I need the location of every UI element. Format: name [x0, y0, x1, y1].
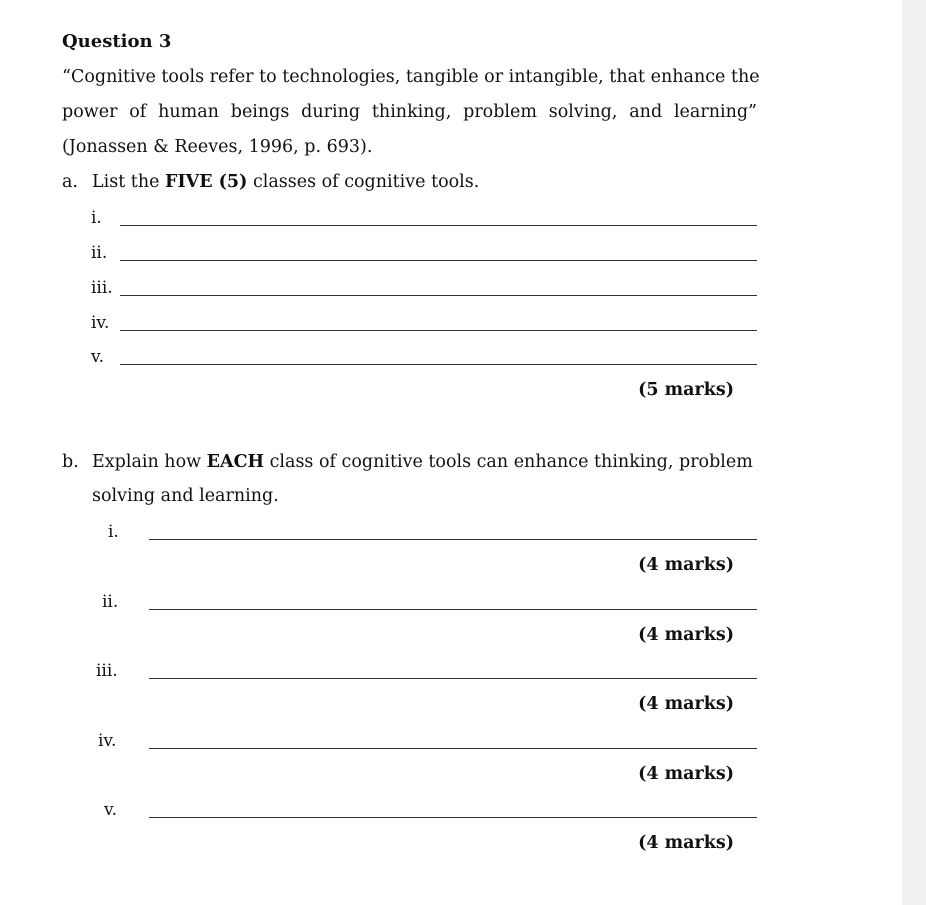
part-a-item-3-numeral: iii.	[91, 278, 113, 298]
part-a-item-1-numeral: i.	[91, 208, 102, 228]
quote-line-1: “Cognitive tools refer to technologies, tangible or intangible, that enhance the	[62, 67, 760, 87]
part-a-answer-line-2[interactable]	[120, 260, 757, 261]
part-a-item-5-numeral: v.	[91, 347, 104, 367]
part-b-item-2-marks: (4 marks)	[638, 625, 734, 645]
part-b-item-5-numeral: v.	[104, 800, 117, 820]
part-b-answer-line-5[interactable]	[149, 817, 757, 818]
part-b-answer-line-2[interactable]	[149, 609, 757, 610]
part-a-label: a.	[62, 172, 78, 192]
part-b-answer-line-4[interactable]	[149, 748, 757, 749]
part-a-answer-line-5[interactable]	[120, 364, 757, 365]
part-b-item-3-numeral: iii.	[96, 661, 118, 681]
part-b-label: b.	[62, 452, 79, 472]
part-b-item-4-numeral: iv.	[98, 731, 117, 751]
part-a-answer-line-4[interactable]	[120, 330, 757, 331]
part-b-item-5-marks: (4 marks)	[638, 833, 734, 853]
part-a-answer-line-3[interactable]	[120, 295, 757, 296]
part-b-question-line-2: solving and learning.	[92, 486, 279, 506]
side-gutter	[902, 0, 926, 905]
part-a-question: List the FIVE (5) classes of cognitive tools.	[92, 172, 480, 192]
part-b-item-2-numeral: ii.	[102, 592, 119, 612]
part-b-item-1-marks: (4 marks)	[638, 555, 734, 575]
part-b-item-4-marks: (4 marks)	[638, 764, 734, 784]
part-b-item-3-marks: (4 marks)	[638, 694, 734, 714]
question-title: Question 3	[62, 31, 172, 52]
part-b-question: Explain how EACH class of cognitive tools can enhance thinking, problem	[92, 452, 753, 472]
quote-citation: (Jonassen & Reeves, 1996, p. 693).	[62, 137, 373, 157]
part-b-item-1-numeral: i.	[108, 522, 119, 542]
part-b-answer-line-3[interactable]	[149, 678, 757, 679]
quote-line-2: power of human beings during thinking, problem solving, and learning”	[62, 102, 757, 122]
part-a-marks: (5 marks)	[638, 380, 734, 400]
part-a-item-4-numeral: iv.	[91, 313, 110, 333]
part-a-answer-line-1[interactable]	[120, 225, 757, 226]
part-a-item-2-numeral: ii.	[91, 243, 108, 263]
part-b-answer-line-1[interactable]	[149, 539, 757, 540]
